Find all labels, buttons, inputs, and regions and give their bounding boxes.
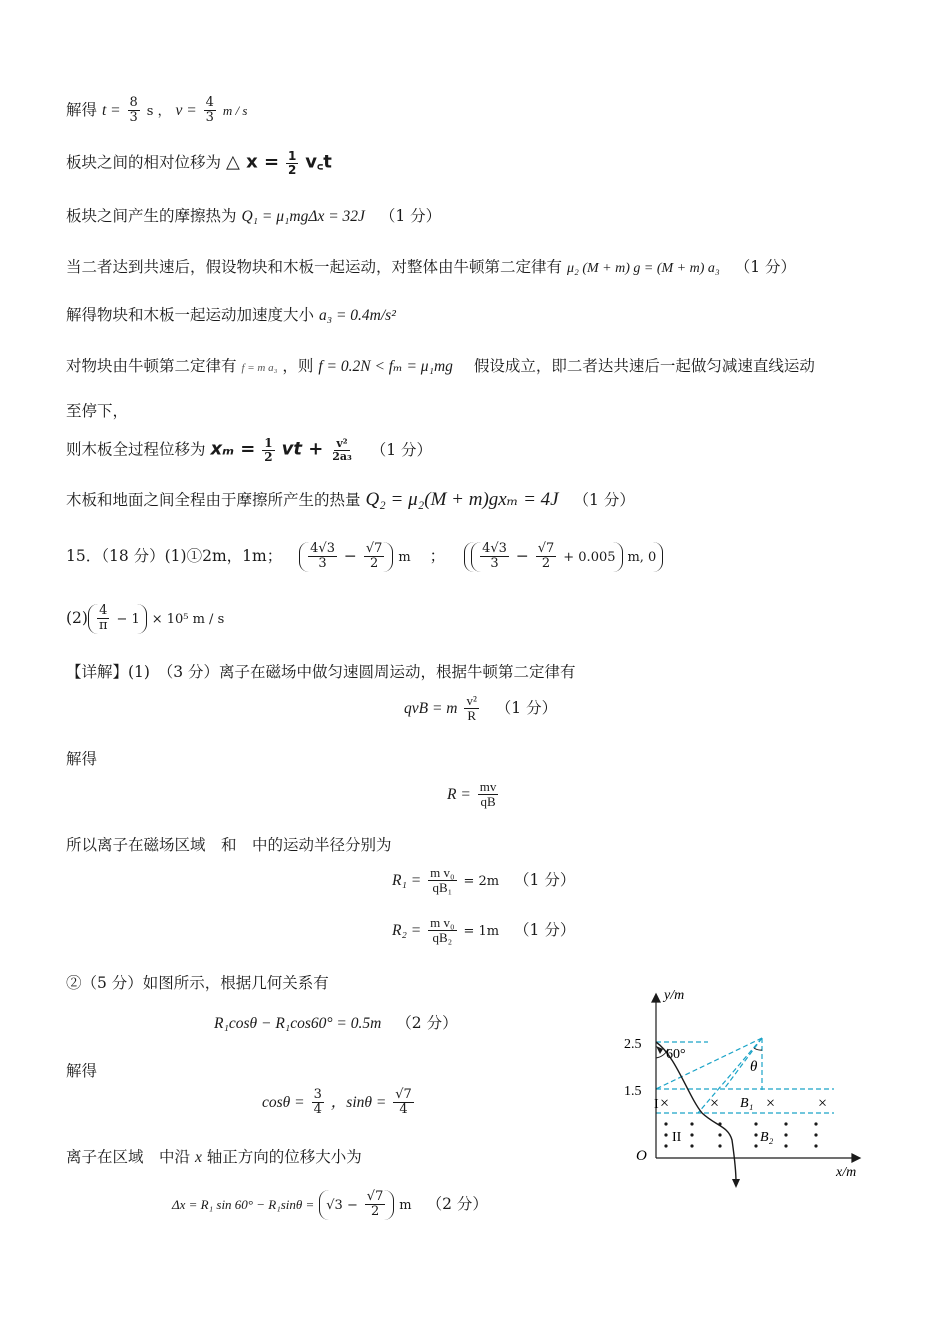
text: 则木板全过程位移为 — [66, 440, 206, 459]
unit: m / s — [222, 102, 248, 118]
line-geometry-intro — [66, 974, 329, 993]
paren-expr: √3 − $\frac{√7}{2}$ — [319, 1190, 394, 1220]
fraction: $\frac{√7}{2}$ — [365, 541, 383, 572]
tick-label-25: 2.5 — [624, 1037, 642, 1052]
ion-trajectory — [656, 1042, 736, 1182]
line-cos-sin — [262, 1088, 416, 1118]
fraction-t: $\frac{8}{3}$ — [129, 95, 138, 126]
fraction: $\frac{√7}{2}$ — [537, 541, 555, 572]
score: （1 分） — [514, 920, 576, 939]
angle-theta-arc — [754, 1048, 762, 1050]
math: R₁cosθ − R₁cos60° = 0.5m — [214, 1015, 382, 1032]
score: （1 分） — [370, 440, 433, 459]
field-b2-label: B₂ — [760, 1130, 774, 1145]
y-axis-arrow — [652, 994, 660, 1002]
fraction: $\frac{1}{2}$ — [264, 436, 273, 465]
fraction: $\frac{4√3}{3}$ — [310, 541, 335, 572]
paren-expr: $\frac{4}{\pi}$ − 1 — [88, 604, 147, 634]
text: (2) — [66, 608, 88, 627]
y-axis-label: y/m — [664, 988, 685, 1003]
math: △ x = — [225, 151, 280, 173]
math: a₃ = 0.4m/s² — [318, 307, 396, 324]
field-b1-label: B₁ — [740, 1096, 754, 1111]
line-r2 — [392, 916, 575, 946]
math: μ₂ (M + m) g = (M + m) a₃ — [566, 261, 720, 276]
line-solve-t-v — [66, 96, 247, 126]
text: 解得 — [66, 750, 98, 768]
line-common-motion — [66, 258, 796, 278]
fraction: $\frac{√7}{2}$ — [366, 1189, 384, 1220]
region-2-label: II — [672, 1130, 682, 1145]
fraction: $\frac{√7}{4}$ — [395, 1087, 412, 1118]
math: cosθ = — [262, 1093, 305, 1111]
text: 假设成立，即二者达共速后一起做匀减速直线运动 — [473, 357, 815, 375]
fraction: $\frac{3}{4}$ — [313, 1087, 322, 1118]
paren-expr-2-inner: $\frac{4√3}{3}$ − $\frac{√7}{2}$ + 0.005 — [471, 542, 622, 572]
text: 至停下， — [66, 402, 129, 420]
math-t: t = — [101, 101, 121, 119]
x-axis-label: x/m — [836, 1165, 857, 1180]
math: x — [194, 1149, 202, 1166]
magnetic-field-diagram — [616, 986, 876, 1194]
text: 轴正方向的位移大小为 — [206, 1148, 362, 1166]
tick-label-15: 1.5 — [624, 1084, 642, 1099]
line-solve — [66, 750, 97, 769]
line-q15-answer-1 — [66, 542, 663, 572]
origin-label: O — [636, 1148, 647, 1164]
math: xₘ = — [210, 438, 256, 460]
fraction: $\frac{\text{m v₀}}{\text{qB₂}}$ — [430, 915, 455, 946]
angle-theta-label: θ — [750, 1059, 758, 1075]
fraction: $\frac{4√3}{3}$ — [482, 541, 507, 572]
math: R₂ = — [392, 921, 422, 939]
line-radii-intro — [66, 836, 392, 855]
fraction: $\frac{\text{v²}}{\text{2a₃}}$ — [332, 437, 352, 464]
line-detail-heading — [66, 663, 576, 682]
unit: m — [398, 549, 411, 565]
line-friction-heat — [66, 207, 441, 226]
math: = 2m — [463, 873, 500, 889]
line-q15-answer-2 — [66, 604, 224, 634]
line-board-displacement — [66, 437, 432, 464]
math: ，sinθ = — [330, 1093, 387, 1111]
score: （1 分） — [734, 258, 796, 276]
cross-symbol: × — [710, 1095, 720, 1112]
fraction: $\frac{\text{v²}}{R}$ — [466, 693, 477, 724]
axes — [652, 994, 860, 1162]
trajectory-arrow — [732, 1179, 740, 1188]
paren-expr-2: $\frac{4√3}{3}$ − $\frac{√7}{2}$ + 0.005 m, 0 — [464, 542, 663, 572]
cross-symbol: × — [660, 1095, 670, 1112]
region-1-label: I — [654, 1097, 659, 1112]
text: 离子在区域 中沿 — [66, 1148, 191, 1166]
text: 板块之间产生的摩擦热为 — [66, 207, 237, 225]
math: f = 0.2N < fₘ = μ₁mg — [318, 358, 453, 375]
dashed-radius-1 — [656, 1038, 762, 1089]
math: Δx = R₁ sin 60° − R₁sinθ = — [172, 1196, 315, 1212]
line-lorentz-equation — [404, 694, 557, 724]
line-r1 — [392, 866, 575, 896]
unit: m — [399, 1197, 412, 1213]
fraction: $\frac{1}{2}$ — [287, 149, 297, 178]
line-geometry-equation — [214, 1014, 458, 1033]
math: Q₂ = μ₂(M + m)gxₘ = 4J — [365, 489, 559, 510]
line-block-newton — [66, 357, 815, 376]
line-ground-heat — [66, 488, 635, 512]
text: 解得 — [66, 100, 98, 119]
cross-symbol: × — [766, 1095, 776, 1112]
score: （1 分） — [495, 698, 558, 717]
fraction: $\frac{mv}{qB}$ — [479, 779, 497, 810]
math: × 10⁵ m / s — [151, 611, 225, 627]
fraction: $\frac{\text{m v₀}}{\text{qB₁}}$ — [430, 865, 455, 896]
math: R₁ = — [392, 871, 422, 889]
line-radius-formula — [447, 780, 500, 810]
score: （1 分） — [514, 870, 576, 889]
text: 解得物块和木板一起运动加速度大小 — [66, 306, 315, 324]
score: （1 分） — [379, 207, 442, 225]
text: 当二者达到共速后，假设物块和木板一起运动，对整体由牛顿第二定律有 — [66, 258, 563, 276]
line-relative-displacement — [66, 150, 332, 177]
math: R = — [447, 785, 471, 803]
text: ②（5 分）如图所示，根据几何关系有 — [66, 974, 329, 992]
line-solve-2 — [66, 1062, 97, 1081]
line-until-stop — [66, 402, 128, 421]
line-delta-x — [172, 1190, 488, 1220]
text: 所以离子在磁场区域 和 中的运动半径分别为 — [66, 836, 392, 854]
fraction-v: $\frac{4}{3}$ — [205, 95, 214, 126]
math: = 1m — [463, 923, 500, 939]
math: qvB = m — [404, 699, 458, 717]
score: （2 分） — [426, 1194, 488, 1213]
math: Q₁ = μ₁mgΔx = 32J — [241, 208, 365, 225]
separator: ； — [429, 546, 446, 565]
dots-field-b2 — [664, 1122, 817, 1147]
text: 木板和地面之间全程由于摩擦所产生的热量 — [66, 491, 361, 509]
fraction: $\frac{4}{\pi}$ — [98, 603, 108, 634]
math-v: v = — [175, 101, 197, 119]
text: 板块之间的相对位移为 — [66, 153, 222, 172]
unit: s ， — [146, 103, 171, 119]
score: （2 分） — [396, 1014, 458, 1032]
text: 【详解】(1) （3 分）离子在磁场中做匀速圆周运动，根据牛顿第二定律有 — [66, 663, 576, 681]
score: （1 分） — [573, 491, 635, 509]
cross-symbol: × — [818, 1095, 828, 1112]
angle-60-label: 60° — [666, 1047, 686, 1062]
text: 15．（18 分）(1)①2m，1m； — [66, 546, 283, 565]
text: 解得 — [66, 1062, 98, 1080]
text: 对物块由牛顿第二定律有 — [66, 357, 237, 375]
math: f = m a₃ — [241, 362, 278, 374]
math: vt + — [281, 438, 324, 460]
line-region-displacement — [66, 1148, 362, 1167]
text: ，则 — [282, 357, 314, 375]
math: v꜀t — [305, 151, 332, 173]
line-acceleration — [66, 306, 396, 325]
x-axis-arrow — [852, 1154, 860, 1162]
paren-expr-1: $\frac{4√3}{3}$ − $\frac{√7}{2}$ — [299, 542, 393, 572]
